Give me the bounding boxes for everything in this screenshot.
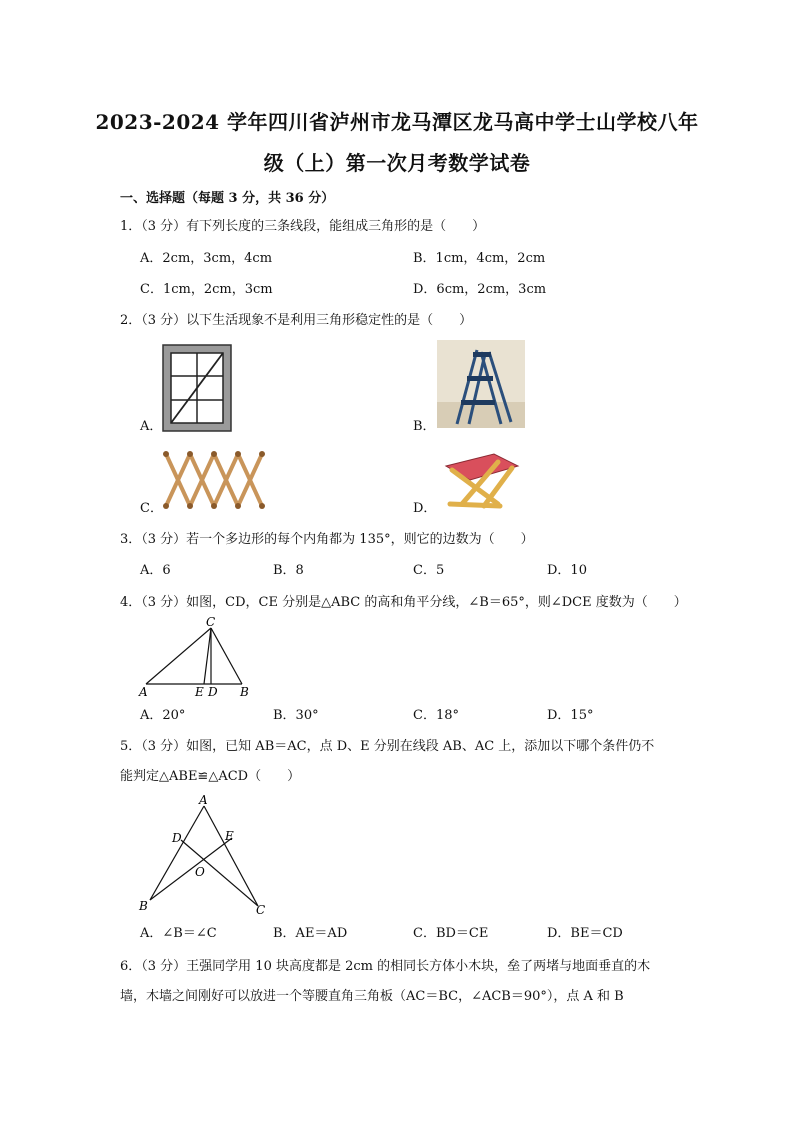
q1-option-b: B．1cm，4cm，2cm	[413, 251, 546, 266]
q2-option-c: C．	[140, 501, 163, 516]
question-5-stem-line1: 5．（3 分）如图，已知 AB＝AC，点 D、E 分别在线段 AB、AC 上，添加以下哪个条件仍不	[120, 739, 655, 754]
q3-option-a: A．6	[140, 563, 171, 578]
label-a: A	[199, 793, 208, 807]
label-d: D	[172, 831, 182, 845]
label-b: B	[139, 899, 148, 913]
congruent-triangles-figure	[136, 792, 272, 916]
q4-option-a: A．20°	[140, 708, 186, 723]
q4-option-b: B．30°	[273, 708, 319, 723]
q2-option-d: D．	[413, 501, 437, 516]
q5-option-c: C．BD＝CE	[413, 926, 489, 941]
label-e: E	[195, 685, 204, 699]
folding-stool-image	[440, 448, 524, 512]
exam-title-line2: 级（上）第一次月考数学试卷	[263, 151, 531, 175]
exam-title-line1: 2023-2024 学年四川省泸州市龙马潭区龙马高中学士山学校八年	[95, 110, 699, 134]
label-e: E	[225, 829, 234, 843]
label-b: B	[240, 685, 249, 699]
label-c: C	[206, 615, 216, 629]
question-2-stem: 2．（3 分）以下生活现象不是利用三角形稳定性的是（ ）	[120, 313, 473, 328]
q1-option-a: A．2cm，3cm，4cm	[140, 251, 273, 266]
label-d: D	[208, 685, 218, 699]
section-heading: 一、选择题（每题 3 分，共 36 分）	[120, 191, 335, 206]
q5-option-b: B．AE＝AD	[273, 926, 348, 941]
q4-option-d: D．15°	[547, 708, 594, 723]
label-o: O	[195, 865, 205, 879]
label-a: A	[139, 685, 148, 699]
window-frame-image	[162, 344, 232, 432]
q3-option-d: D．10	[547, 563, 587, 578]
question-1-stem: 1．（3 分）有下列长度的三条线段，能组成三角形的是（ ）	[120, 219, 486, 234]
q5-option-d: D．BE＝CD	[547, 926, 623, 941]
question-4-stem: 4．（3 分）如图，CD，CE 分别是△ABC 的高和角平分线，∠B＝65°，则∠DCE 度数为（ ）	[120, 595, 687, 610]
step-ladder-image	[437, 340, 525, 428]
q2-option-b: B．	[413, 419, 436, 434]
q2-option-a: A．	[140, 419, 163, 434]
triangle-abc-figure	[136, 614, 260, 700]
q1-option-c: C．1cm，2cm，3cm	[140, 282, 273, 297]
question-6-line2: 墙，木墙之间刚好可以放进一个等腰直角三角板（AC＝BC，∠ACB＝90°），点 A 和 B	[120, 989, 624, 1004]
question-6-line1: 6．（3 分）王强同学用 10 块高度都是 2cm 的相同长方体小木块，垒了两堵与地面垂直的木	[120, 959, 651, 974]
question-5-stem-line2: 能判定△ABE≌△ACD（ ）	[120, 769, 301, 784]
q5-option-a: A．∠B＝∠C	[140, 926, 217, 941]
question-3-stem: 3．（3 分）若一个多边形的每个内角都为 135°，则它的边数为（ ）	[120, 532, 534, 547]
q1-option-d: D．6cm，2cm，3cm	[413, 282, 547, 297]
q4-option-c: C．18°	[413, 708, 459, 723]
folding-rack-image	[160, 448, 270, 512]
label-c: C	[256, 903, 266, 916]
q3-option-c: C．5	[413, 563, 445, 578]
q3-option-b: B．8	[273, 563, 304, 578]
